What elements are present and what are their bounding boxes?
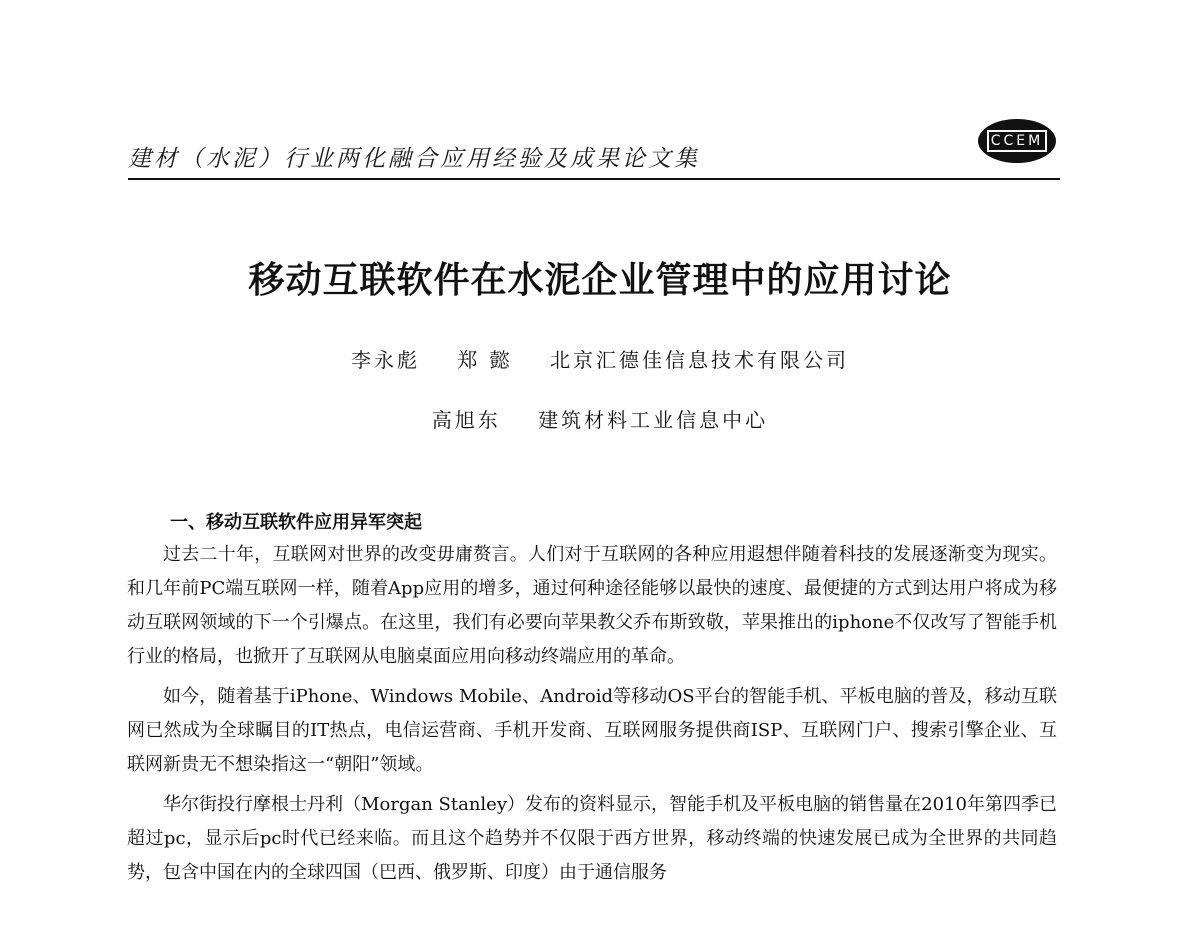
paragraph: 华尔街投行摩根士丹利（Morgan Stanley）发布的资料显示，智能手机及平板电脑的销售量在2010年第四季已超过pc，显示后pc时代已经来临。而且这个趋势并不仅限于西方世界，移动终端的快速发展已成为全世界的共同趋势，包含中国在内的全球四国（巴西、俄罗斯、印度）由于通信服务 bbox=[127, 794, 1057, 883]
author-line-1 bbox=[0, 344, 1200, 373]
header-rule bbox=[128, 178, 1060, 180]
paragraph: 过去二十年，互联网对世界的改变毋庸赘言。人们对于互联网的各种应用遐想伴随着科技的发展逐渐变为现实。和几年前PC端互联网一样，随着App应用的增多，通过何种途径能够以最快的速度、最便捷的方式到达用户将成为移动互联网领域的下一个引爆点。在这里，我们有必要向苹果教父乔布斯致敬，苹果推出的iphone不仅改写了智能手机行业的格局，也掀开了互联网从电脑桌面应用向移动终端应用的革命。 bbox=[127, 544, 1057, 667]
logo-text: CCEM bbox=[987, 130, 1047, 152]
author-name: 高旭东 bbox=[431, 408, 501, 432]
paper-title: 移动互联软件在水泥企业管理中的应用讨论 bbox=[248, 259, 952, 301]
section-heading: 一、移动互联软件应用异军突起 bbox=[170, 512, 422, 533]
author-name: 李永彪 bbox=[350, 348, 420, 372]
running-header-title: 建材（水泥）行业两化融合应用经验及成果论文集 bbox=[128, 146, 700, 172]
author-line-2 bbox=[0, 404, 1200, 433]
author-affiliation: 北京汇德佳信息技术有限公司 bbox=[550, 348, 850, 372]
author-affiliation: 建筑材料工业信息中心 bbox=[538, 408, 769, 432]
paragraph: 如今，随着基于iPhone、Windows Mobile、Android等移动OS平台的智能手机、平板电脑的普及，移动互联网已然成为全球瞩目的IT热点，电信运营商、手机开发商、互联网服务提供商ISP、互联网门户、搜索引擎企业、互联网新贵无不想染指这一“朝阳”领域。 bbox=[127, 686, 1057, 775]
body-text bbox=[127, 538, 1057, 896]
author-name: 郑 懿 bbox=[457, 348, 513, 372]
header-logo bbox=[978, 119, 1056, 163]
